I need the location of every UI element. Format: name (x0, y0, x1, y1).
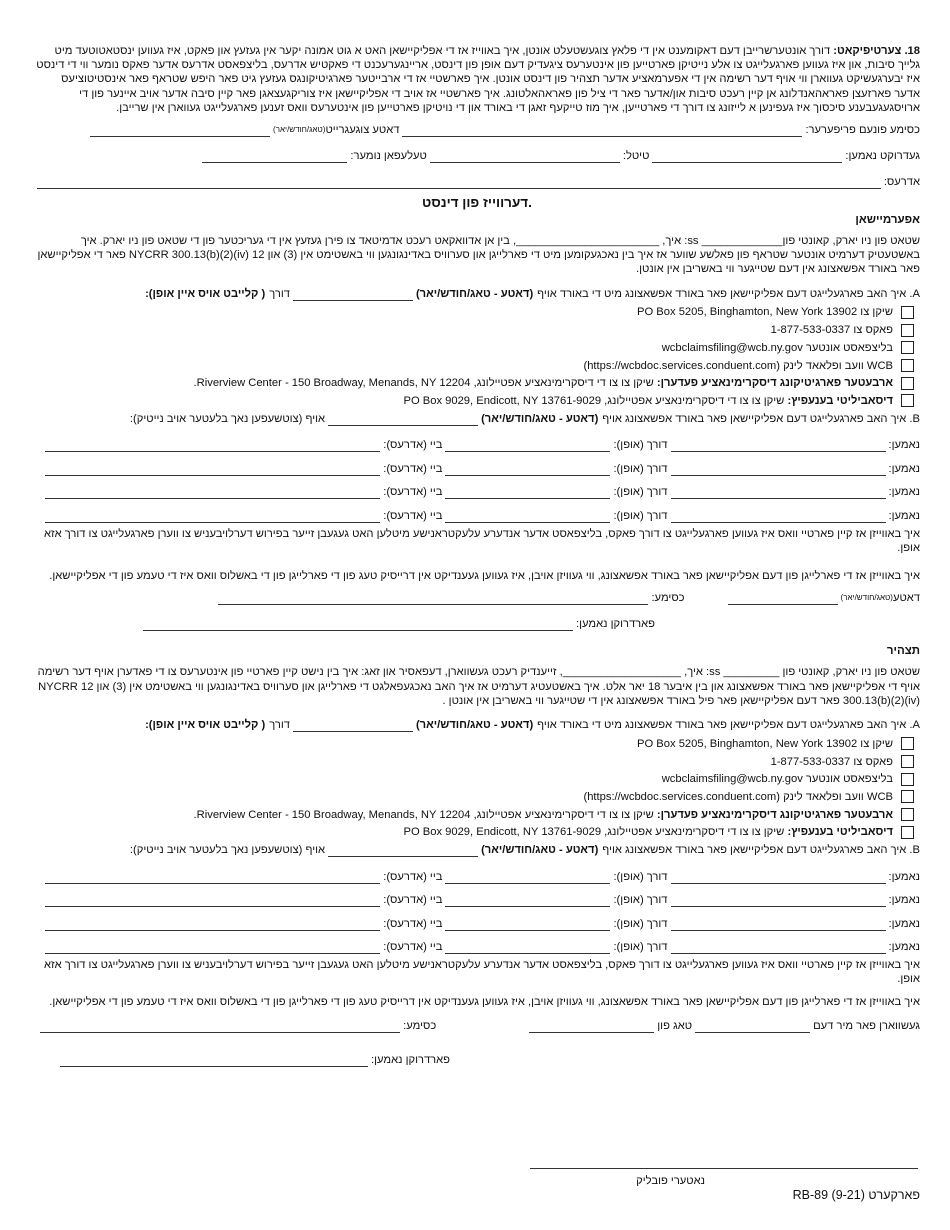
affirmation-heading: אפערמיישאן (855, 214, 920, 227)
name-field[interactable] (671, 511, 886, 523)
address-label: ביי (אדרעס): (383, 941, 443, 954)
printed-name-row (34, 149, 920, 163)
affirmation-a-select-one: ( קלייבט אויס איין אופן): (145, 287, 266, 300)
service-method-option[interactable] (34, 392, 914, 410)
address-label: ביי (אדרעס): (383, 486, 443, 499)
option-label (662, 341, 893, 355)
address-label: ביי (אדרעס): (383, 870, 443, 883)
notary-public-label: נאטערי פובליק (636, 1175, 705, 1187)
affirmation-b-date-hint: (דאטע - טאג/חודש/יאר) (481, 412, 599, 425)
checkbox[interactable] (901, 341, 914, 354)
option-label-bold: ארבעטער פארגיטיקונג דיסקרימינאציע פעדערן: (656, 377, 893, 390)
service-method-option[interactable] (34, 806, 914, 824)
affidavit-printed-name-row (34, 1053, 920, 1067)
service-method-option[interactable] (34, 304, 914, 322)
option-label (194, 376, 893, 390)
address-field[interactable] (45, 919, 380, 931)
affirmation-note-consent: איך באווייזן אז קיין פארטיי וואס איז געווען פארגעלייגט צו דורך פאקס, בליצפאסט אדער אנדערע עלעקטראנישע מיטלען האט געגעבן זייער בפירוש דערלויבעניש צו ווערן פארגעלייגט צו דורך אזא אופן. (43, 527, 920, 554)
checkbox[interactable] (901, 306, 914, 319)
service-method-option[interactable] (34, 788, 914, 806)
name-label: נאמען: (888, 941, 920, 954)
checkbox[interactable] (901, 755, 914, 768)
sworn-before-me-label: געשווארן פאר מיר דעם (813, 1019, 920, 1032)
affidavit-served-parties (34, 860, 920, 954)
affirmation-a-text: A. איך האב פארגעלייגט דעם אפליקיישאן פאר באורד אפשאצונג מיט די באורד אויף (537, 287, 920, 300)
checkbox[interactable] (901, 790, 914, 803)
via-label: דורך (אופן): (613, 870, 668, 883)
affirmation-printed-name-label: פארדרוקן נאמען: (575, 618, 655, 631)
served-party-row (34, 884, 920, 908)
day-of-label: טאג פון (657, 1019, 693, 1032)
via-label: דורך (אופן): (613, 439, 668, 452)
affidavit-note-consent: איך באווייזן אז קיין פארטיי וואס איז געווען פארגעלייגט צו דורך פאקס, בליצפאסט אדער אנדערע עלעקטראנישע מיטלען האט געגעבן זייער בפירוש דערלויבעניש צו ווערן פארגעלייגט צו דורך אזא אופן. (43, 959, 920, 986)
cert-number: 18. (904, 45, 920, 57)
affidavit-options (34, 735, 920, 841)
option-label-text: שיקן צו צו די דיסקרימינאציע אפטיילונג, Riverview Center - 150 Broadway, Menands, NY 12204. (193, 377, 657, 390)
checkbox[interactable] (901, 324, 914, 337)
address-field[interactable] (45, 440, 380, 452)
affirmation-note-timely: איך באווייזן אז די פארלייגן פון דעם אפליקיישאן פאר באורד אפשאצונג, ווי געוויזן אויבן, איז געווען געענדיקט אין דרייסיק טעג פון די פארלייגן פון די באשלוס וואס איז די טעמע פון די אפליקיישאן. (49, 570, 920, 583)
checkbox[interactable] (901, 826, 914, 839)
affidavit-b-row (34, 843, 920, 857)
option-label (662, 772, 893, 786)
affirmation-served-parties (34, 429, 920, 523)
via-field[interactable] (445, 440, 610, 452)
address-field[interactable] (45, 487, 380, 499)
affirmation-b-attach: אויף (צוטשעפען נאך בלעטער אויב נייטיק): (129, 412, 326, 425)
affidavit-heading: תצהיר (886, 645, 920, 658)
option-label (403, 394, 893, 408)
affidavit-note-timely: איך באווייזן אז די פארלייגן פון דעם אפליקיישאן פאר באורד אפשאצונג, ווי געוויזן אויבן, איז געווען געענדיקט אין דרייסיק טעג פון די פארלייגן פון די באשלוס וואס איז די טעמע פון די אפליקיישאן. (49, 995, 920, 1008)
sworn-day-field[interactable] (695, 1021, 810, 1033)
affirmation-printed-name-row (34, 617, 920, 631)
address-label: ביי (אדרעס): (383, 894, 443, 907)
address-field[interactable] (45, 872, 380, 884)
address-field[interactable] (45, 511, 380, 523)
checkbox[interactable] (901, 394, 914, 407)
service-method-option[interactable] (34, 735, 914, 753)
cert-label: צערטיפיקאט: (833, 45, 902, 57)
title-label: טיטל: (622, 150, 650, 163)
service-method-option[interactable] (34, 339, 914, 357)
affirmation-b-date-field[interactable] (328, 414, 478, 426)
via-label: דורך (אופן): (613, 462, 668, 475)
option-label (637, 305, 893, 319)
via-field[interactable] (445, 487, 610, 499)
title-field[interactable] (430, 151, 620, 163)
service-method-option[interactable] (34, 357, 914, 375)
affidavit-sworn-row (34, 1019, 920, 1033)
service-method-option[interactable] (34, 374, 914, 392)
affidavit-a-date-field[interactable] (293, 720, 413, 732)
affidavit-a-text: A. איך האב פארגעלייגט דעם אפליקיישאן פאר באורד אפשאצונג מיט די באורד אויף (537, 718, 920, 731)
affirmation-a-date-field[interactable] (293, 289, 413, 301)
via-label: דורך (אופן): (613, 486, 668, 499)
affidavit-b-text: B. איך האב פארגעלייגט דעם אפליקיישאן פאר באורד אפשאצונג אויף (602, 844, 920, 857)
address-label: ביי (אדרעס): (383, 439, 443, 452)
address-field[interactable] (45, 942, 380, 954)
affidavit-a-select-one: ( קלייבט אויס איין אופן): (145, 718, 266, 731)
name-label: נאמען: (888, 462, 920, 475)
option-label (637, 737, 893, 751)
served-party-row (34, 429, 920, 453)
affidavit-signature-field[interactable] (40, 1021, 400, 1033)
via-field[interactable] (445, 895, 610, 907)
option-label-text: בליצפאסט אונטער wcbclaimsfiling@wcb.ny.gov (661, 341, 893, 354)
option-label-text: שיקן צו PO Box 5205, Binghamton, New York 13902 (637, 306, 893, 319)
service-method-option[interactable] (34, 321, 914, 339)
address-label: ביי (אדרעס): (383, 509, 443, 522)
notary-signature-line[interactable] (530, 1168, 918, 1169)
affirmation-b-row (34, 412, 920, 426)
option-label-text: WCB וועב ופלאאד לינק (https://wcbdoc.services.conduent.com) (583, 359, 893, 372)
affirmation-signature-label: כסימע: (651, 592, 685, 605)
via-label: דורך (אופן): (613, 894, 668, 907)
name-label: נאמען: (888, 894, 920, 907)
name-field[interactable] (671, 487, 886, 499)
checkbox[interactable] (901, 377, 914, 390)
name-label: נאמען: (888, 439, 920, 452)
option-label-text: בליצפאסט אונטער wcbclaimsfiling@wcb.ny.gov (661, 773, 893, 786)
name-field[interactable] (671, 942, 886, 954)
affirmation-b-text: B. איך האב פארגעלייגט דעם אפליקיישאן פאר באורד אפשאצונג אויף (602, 412, 920, 425)
address-field[interactable] (37, 177, 881, 189)
via-label: דורך (אופן): (613, 917, 668, 930)
proof-of-service-title: דערווייז פון דינסט. (422, 195, 532, 211)
service-method-option[interactable] (34, 823, 914, 841)
option-label-text: שיקן צו צו די דיסקרימינאציע אפטיילונג, Riverview Center - 150 Broadway, Menands, NY 12204. (193, 808, 657, 821)
option-label (583, 790, 893, 804)
via-field[interactable] (445, 511, 610, 523)
option-label-bold: דיסאביליטי בענעפיץ: (787, 826, 893, 839)
option-label-text: שיקן צו צו די דיסקרימינאציע אפטיילונג, PO Box 9029, Endicott, NY 13761-9029 (403, 826, 788, 839)
name-label: נאמען: (888, 486, 920, 499)
printed-name-label: געדרוקט נאמען: (845, 150, 920, 163)
affidavit-b-date-hint: (דאטע - טאג/חודש/יאר) (481, 844, 599, 857)
served-party-row (34, 499, 920, 523)
checkbox[interactable] (901, 359, 914, 372)
affidavit-b-date-field[interactable] (328, 845, 478, 857)
option-label (583, 359, 893, 373)
served-party-row (34, 860, 920, 884)
preparer-signature-row (34, 123, 920, 137)
affirmation-a-via: דורך (269, 287, 290, 300)
cert-body: דורך אונטערשרייבן דעם דאקומענט אין די פלאץ צוגעשטעלט אונטן, איך באווייז אז די אפליקיישאן האט א גוט אמונה יקער אין געזעץ און פאקט, איז געווען ינסטאטוטעד מיט גלייך סיבות, און איז געווען פארגעלייגט צו אלע נייטיקן פארטייען פון אינטערעס ציגעדיק דעם אופן פון דינסט, אריינגערעכנט די פאקטיש אדרעס, בליצפאסט אדרעס אדער פאקס נומער ווי די דינסט איז יבערגעשיקט געווארן ווי אויף דער רשימה אין די אפערמאציע אדער תצהיר פון דינסט אונטן. איך פארשטיי אז די ארבייטער פארגיטיקונגס געזעץ גיט פאר היפש שטראף פאר אינסטיטוציעס אדער פארזעצן פאראהאנדלונג אן קיין רעכט סיבות און/אדער פאר די ציל פון פאראהאלטונג. איך פארשטיי אז אויב די אפליקיישאן איז צוריקגעצאגן פאר קיין סיבה אדער אויב איינער פון די ארויסגעגעבענע סיכסוך איז געפינען א לייזונג צו דורך די פארטייען, איך מוז טייקעף זאגן די באורד און די נויטיקן פארטייען פון אינטערעס וואס זענען פארגעלייגט געווארן אין שרייבן. (36, 45, 920, 114)
phone-label: טעלעפאן נומער: (350, 150, 427, 163)
checkbox[interactable] (901, 773, 914, 786)
checkbox[interactable] (901, 737, 914, 750)
address-label: אדרעס: (883, 176, 920, 189)
option-label (771, 323, 893, 337)
served-party-row (34, 931, 920, 955)
affidavit-a-row (34, 718, 920, 732)
sworn-month-field[interactable] (529, 1021, 654, 1033)
served-party-row (34, 452, 920, 476)
option-label (194, 808, 893, 822)
affirmation-a-date-hint: (דאטע - טאג/חודש/יאר) (415, 287, 534, 300)
phone-field[interactable] (202, 151, 347, 163)
option-label-bold: דיסאביליטי בענעפיץ: (787, 394, 893, 407)
option-label-text: שיקן צו צו די דיסקרימינאציע אפטיילונג, PO Box 9029, Endicott, NY 13761-9029 (403, 394, 788, 407)
date-prepared-hint: (טאג/חודש/יאר) (273, 125, 326, 135)
affidavit-printed-name-label: פארדרוקן נאמען: (370, 1053, 450, 1066)
served-party-row (34, 476, 920, 500)
name-field[interactable] (671, 872, 886, 884)
option-label (403, 825, 893, 839)
served-party-row (34, 907, 920, 931)
name-field[interactable] (671, 919, 886, 931)
via-label: דורך (אופן): (613, 941, 668, 954)
certification-paragraph (34, 44, 920, 115)
option-label-text: שיקן צו PO Box 5205, Binghamton, New York 13902 (637, 737, 893, 750)
address-label: ביי (אדרעס): (383, 917, 443, 930)
address-label: ביי (אדרעס): (383, 462, 443, 475)
form-id: RB-89 (9-21) פארקערט (792, 1188, 920, 1202)
affidavit-a-via: דורך (269, 718, 290, 731)
affidavit-signature-label: כסימע: (403, 1019, 437, 1032)
option-label-text: פאקס צו 1-877-533-0337 (770, 324, 893, 337)
affirmation-options (34, 304, 920, 410)
name-field[interactable] (671, 440, 886, 452)
address-field[interactable] (45, 464, 380, 476)
affirmation-date-label: דאטע (892, 592, 920, 605)
via-field[interactable] (445, 872, 610, 884)
name-field[interactable] (671, 464, 886, 476)
affidavit-b-attach: אויף (צוטשעפען נאך בלעטער אויב נייטיק): (129, 844, 326, 857)
option-label-bold: ארבעטער פארגיטיקונג דיסקרימינאציע פעדערן: (656, 808, 893, 821)
address-field[interactable] (45, 895, 380, 907)
affirmation-printed-name-field[interactable] (143, 619, 573, 631)
printed-name-field[interactable] (652, 151, 842, 163)
service-method-option[interactable] (34, 770, 914, 788)
name-label: נאמען: (888, 917, 920, 930)
preparer-signature-label: כסימע פונעם פריפערער: (805, 124, 920, 137)
affirmation-body: שטאט פון ניו יארק, קאונטי פון_____________ ss: איך, _______________________, בין אן אדוואקאט רעכט אדמיטאד צו פירן געזעץ אין די געריכטער פון די שטאט פון ניו יארק. איך באשטעטיק דערמיט אונטער שטראף פון פאלשע שווער אז איך בין נאכגעקומען מיט די פארלייגן און סערוויס באדינגונגען ווי באשטימט אין (3) און 12 NYCRR 300.13(b)(2)(iv) פאר די אפליקיישאן פאר באורד אפשאצונג אין דעם שטייגער ווי באשריבן אין אונטן. (37, 235, 920, 276)
date-prepared-field[interactable] (90, 125, 270, 137)
option-label-text: WCB וועב ופלאאד לינק (https://wcbdoc.services.conduent.com) (583, 790, 893, 803)
name-field[interactable] (671, 895, 886, 907)
via-field[interactable] (445, 942, 610, 954)
date-prepared-label: דאטע צוגעגרייט (325, 124, 400, 137)
name-label: נאמען: (888, 509, 920, 522)
checkbox[interactable] (901, 808, 914, 821)
affidavit-a-date-hint: (דאטע - טאג/חודש/יאר) (415, 718, 534, 731)
via-field[interactable] (445, 464, 610, 476)
via-label: דורך (אופן): (613, 509, 668, 522)
option-label-text: פאקס צו 1-877-533-0337 (770, 755, 893, 768)
affidavit-body: שטאט פון ניו יארק, קאונטי פון _________ ss: איך, ___________________, זייענדיק רעכט געשווארן, דעפאסיר און זאג: איך בין נישט קיין פארטיי פון אינטערעס צו די פאדערן אויף דער רשימה אויף די אפליקיישאן פאר באורד אפשאצונג און בין איבער 18 יאר אלט. איך באשטעטיג דערמיט אז איך האב נאכגעפאלגט די פארלייגן און סערוויס באדינגונגען ווי באשטימט אין (3) און 12 NYCRR 300.13(b)(2)(iv) פאר דעם אפליקיישאן פאר פיל באורד אפשאצונג אין די שטייגער ווי באשריבן אין אונטן . (37, 666, 920, 707)
affirmation-signature-row (34, 591, 920, 605)
preparer-signature-field[interactable] (402, 125, 802, 137)
affirmation-signature-field[interactable] (218, 593, 648, 605)
affidavit-printed-name-field[interactable] (60, 1055, 368, 1067)
via-field[interactable] (445, 919, 610, 931)
name-label: נאמען: (888, 870, 920, 883)
service-method-option[interactable] (34, 753, 914, 771)
affirmation-date-field[interactable] (728, 593, 838, 605)
option-label (771, 755, 893, 769)
affirmation-date-hint: (טאג/חודש/יאר) (840, 593, 893, 603)
address-row (34, 175, 920, 189)
affirmation-a-row (34, 287, 920, 301)
